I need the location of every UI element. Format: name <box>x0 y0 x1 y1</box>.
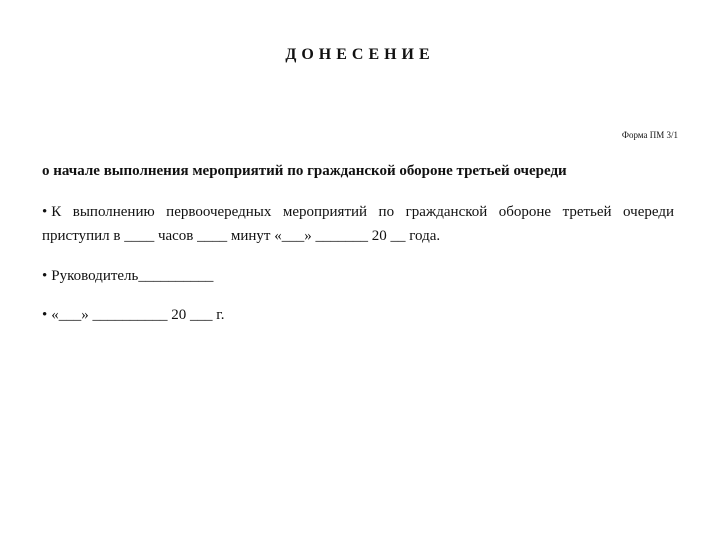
paragraph-date-line <box>42 303 674 327</box>
document-title: ДОНЕСЕНИЕ <box>285 46 435 63</box>
bullet-icon: • <box>42 204 48 220</box>
form-code-label: Форма ПМ 3/1 <box>621 130 678 140</box>
paragraph-start-notice <box>42 200 674 248</box>
document-subtitle: о начале выполнения мероприятий по гражданской обороне третьей очереди <box>42 163 567 179</box>
paragraph-head-signature <box>42 264 674 288</box>
paragraph-text: Руководитель__________ <box>51 268 214 284</box>
paragraph-text: К выполнению первоочередных мероприятий по гражданской обороне третьей очереди приступил в ____ часов ____ минут «___» _______ 20 __ года. <box>42 204 674 244</box>
paragraph-text: «___» __________ 20 ___ г. <box>51 307 225 323</box>
bullet-icon: • <box>42 268 48 284</box>
bullet-icon: • <box>42 307 48 323</box>
